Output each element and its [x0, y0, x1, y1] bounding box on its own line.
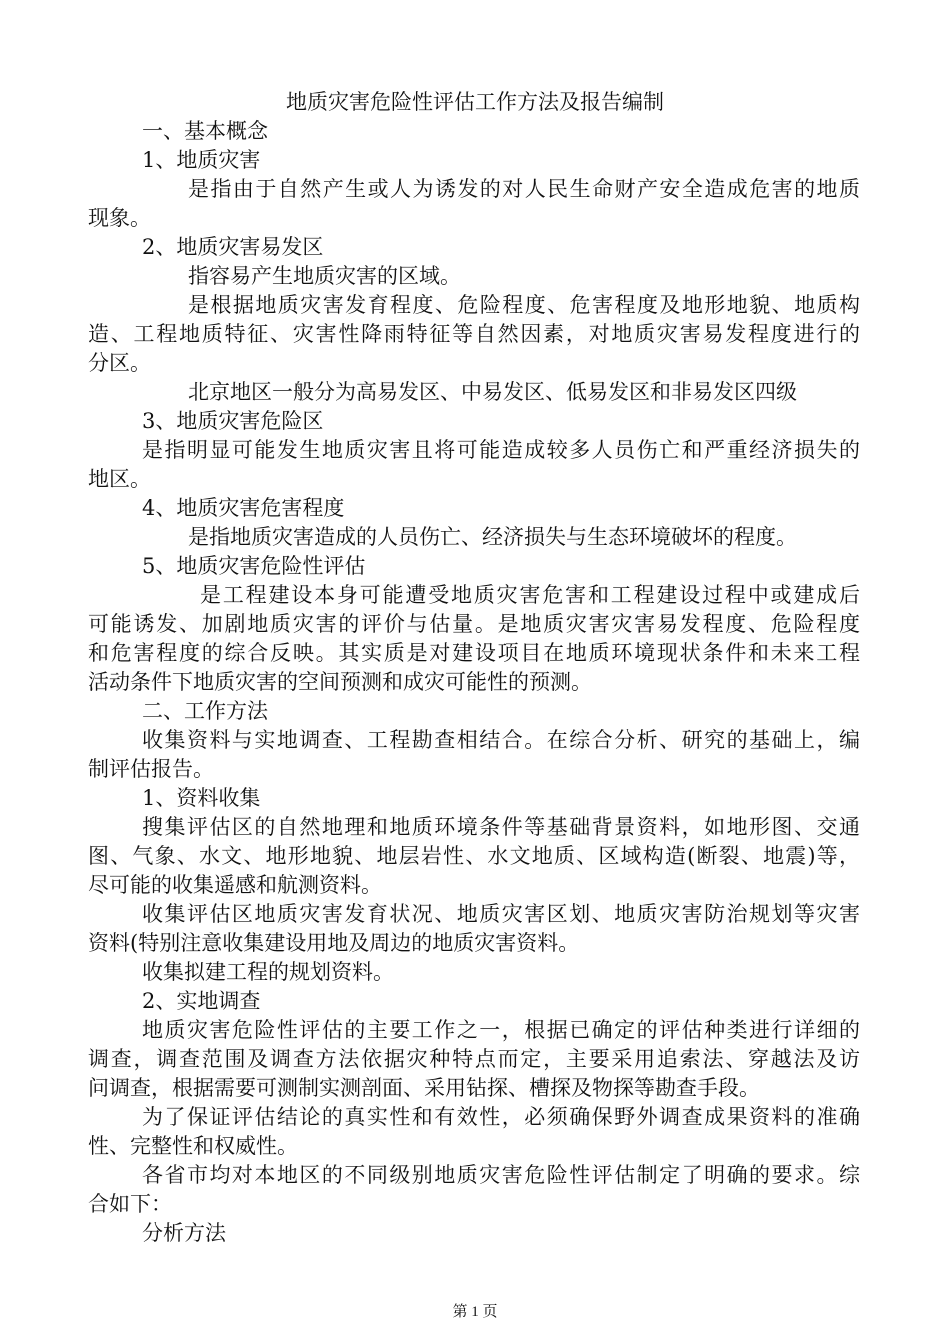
paragraph-line: 为了保证评估结论的真实性和有效性，必须确保野外调查成果资料的准确 — [142, 1105, 860, 1129]
subsection-heading: 分析方法 — [142, 1221, 226, 1245]
subsection-heading: 1、资料收集 — [142, 786, 261, 810]
paragraph-line: 调查，调查范围及调查方法依据灾种特点而定，主要采用追索法、穿越法及访 — [88, 1047, 860, 1071]
paragraph-line: 分区。 — [88, 351, 151, 375]
paragraph-line: 是指明显可能发生地质灾害且将可能造成较多人员伤亡和严重经济损失的 — [142, 438, 860, 462]
subsection-heading: 2、实地调查 — [142, 989, 261, 1013]
paragraph-line: 造、工程地质特征、灾害性降雨特征等自然因素，对地质灾害易发程度进行的 — [88, 322, 860, 346]
paragraph-line: 现象。 — [88, 206, 151, 230]
paragraph-line: 各省市均对本地区的不同级别地质灾害危险性评估制定了明确的要求。综 — [142, 1163, 860, 1187]
paragraph-line: 收集资料与实地调查、工程勘查相结合。在综合分析、研究的基础上，编 — [142, 728, 860, 752]
subsection-heading: 3、地质灾害危险区 — [142, 409, 324, 433]
paragraph-line: 是指地质灾害造成的人员伤亡、经济损失与生态环境破坏的程度。 — [188, 525, 797, 549]
paragraph-line: 尽可能的收集遥感和航测资料。 — [88, 873, 382, 897]
subsection-heading: 5、地质灾害危险性评估 — [142, 554, 366, 578]
section-heading: 一、基本概念 — [142, 119, 268, 143]
subsection-heading: 4、地质灾害危害程度 — [142, 496, 345, 520]
paragraph-line: 和危害程度的综合反映。其实质是对建设项目在地质环境现状条件和未来工程 — [88, 641, 860, 665]
paragraph-line: 地质灾害危险性评估的主要工作之一，根据已确定的评估种类进行详细的 — [142, 1018, 860, 1042]
paragraph-line: 指容易产生地质灾害的区域。 — [188, 264, 461, 288]
paragraph-line: 是根据地质灾害发育程度、危险程度、危害程度及地形地貌、地质构 — [188, 293, 860, 317]
paragraph-line: 活动条件下地质灾害的空间预测和成灾可能性的预测。 — [88, 670, 592, 694]
document-title: 地质灾害危险性评估工作方法及报告编制 — [286, 90, 664, 114]
subsection-heading: 2、地质灾害易发区 — [142, 235, 324, 259]
page-number: 第 1 页 — [452, 1304, 498, 1320]
paragraph-line: 收集评估区地质灾害发育状况、地质灾害区划、地质灾害防治规划等灾害 — [142, 902, 860, 926]
paragraph-line: 图、气象、水文、地形地貌、地层岩性、水文地质、区域构造(断裂、地震)等， — [88, 844, 860, 868]
paragraph-line: 收集拟建工程的规划资料。 — [142, 960, 394, 984]
paragraph-line: 是指由于自然产生或人为诱发的对人民生命财产安全造成危害的地质 — [188, 177, 860, 201]
paragraph-line: 搜集评估区的自然地理和地质环境条件等基础背景资料，如地形图、交通 — [142, 815, 860, 839]
subsection-heading: 1、地质灾害 — [142, 148, 261, 172]
paragraph-line: 可能诱发、加剧地质灾害的评价与估量。是地质灾害灾害易发程度、危险程度 — [88, 612, 860, 636]
section-heading: 二、工作方法 — [142, 699, 268, 723]
paragraph-line: 制评估报告。 — [88, 757, 214, 781]
paragraph-line: 是工程建设本身可能遭受地质灾害危害和工程建设过程中或建成后 — [200, 583, 860, 607]
paragraph-line: 性、完整性和权威性。 — [88, 1134, 298, 1158]
paragraph-line: 问调查，根据需要可测制实测剖面、采用钻探、槽探及物探等勘查手段。 — [88, 1076, 760, 1100]
paragraph-line: 地区。 — [88, 467, 151, 491]
paragraph-line: 资料(特别注意收集建设用地及周边的地质灾害资料。 — [88, 931, 580, 955]
paragraph-line: 合如下： — [88, 1192, 172, 1216]
paragraph-line: 北京地区一般分为高易发区、中易发区、低易发区和非易发区四级 — [188, 380, 797, 404]
